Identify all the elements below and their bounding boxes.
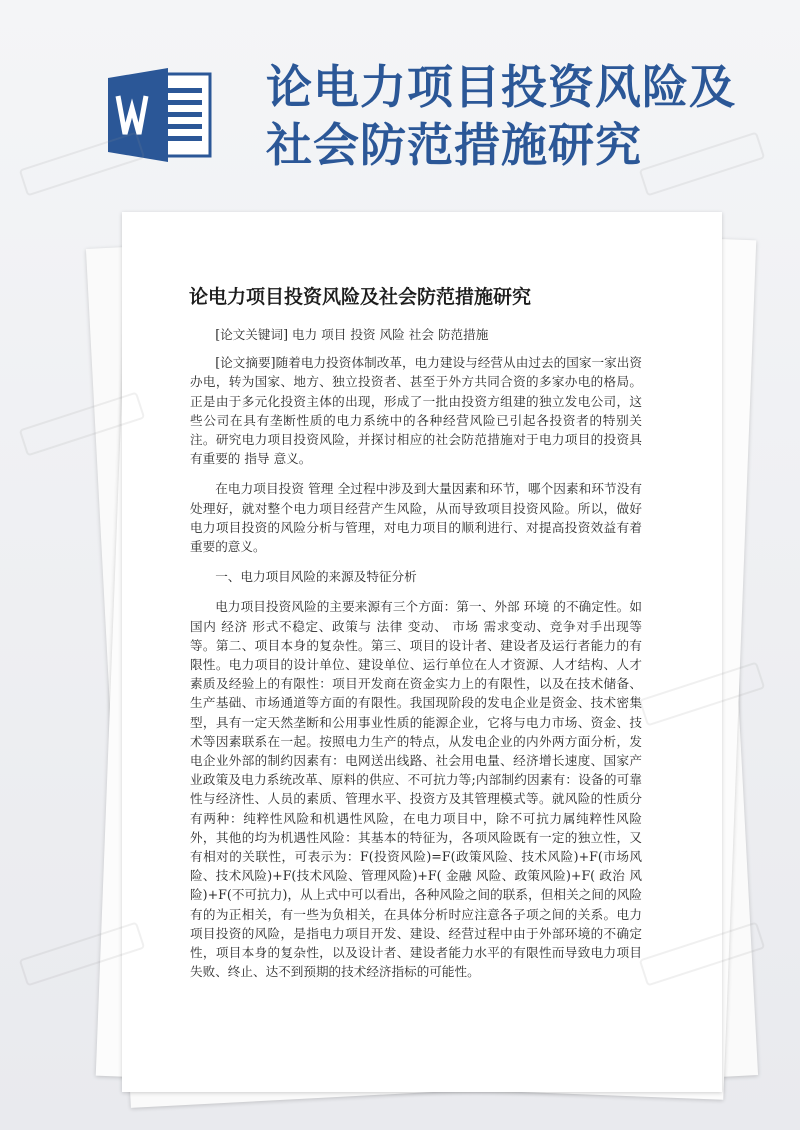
abstract-paragraph: [论文摘要]随着电力投资体制改革，电力建设与经营从由过去的国家一家出资办电，转为国家、地方、独立投资者、甚至于外方共同合资的多家办电的格局。正是由于多元化投资主体的出现，形成了一批由投资方组建的独立发电公司，这些公司在具有垄断性质的电力系统中的各种经营风险已引起各投资者的特别关注。研究电力项目投资风险，并探讨相应的社会防范措施对于电力项目的投资具有重要的 指导 意义。 bbox=[190, 355, 642, 467]
section-heading: 一、电力项目风险的来源及特征分析 bbox=[215, 569, 417, 585]
header-title bbox=[266, 58, 786, 174]
section-body-paragraph: 电力项目投资风险的主要来源有三个方面：第一、外部 环境 的不确定性。如国内 经济 形式不稳定、政策与 法律 变动、 市场 需求变动、竞争对手出现等等。第二、项目本身的复杂性。第三、项目的设计者、建设者及运行者能力的有限性。电力项目的设计单位、建设单位、运行单位在人才资源、人才结构、人才素质及经验上的有限性：项目开发商在资金实力上的有限性，以及在技术储备、生产基础、市场通道等方面的有限性。我国现阶段的发电企业是资金、技术密集型，具有一定天然垄断和公用事业性质的能源企业，它将与电力市场、资金、技术等因素联系在一起。按照电力生产的特点，从发电企业的内外两方面分析，发电企业外部的制约因素有：电网送出线路、社会用电量、经济增长速度、国家产业政策及电力系统改革、原料的供应、不可抗力等;内部制约因素有：设备的可靠性与经济性、人员的素质、管理水平、投资方及其管理模式等。就风险的性质分有两种：纯粹性风险和机遇性风险，在电力项目中，除不可抗力属纯粹性风险外，其他的均为机遇性风险：其基本的特征为，各项风险既有一定的独立性，又有相对的关联性，可表示为：F(投资风险)=F(政策风险、技术风险)+F(市场风险、技术风险)+F(技术风险、管理风险)+F( 金融 风险、政策风险)+F( 政治 风险)+F(不可抗力)，从上式中可以看出，各种风险之间的联系，但相关之间的风险有的为正相关，有一些为负相关，在具体分析时应注意各子项之间的关系。电力项目投资的风险，是指电力项目开发、建设、经营过程中由于外部环境的不确定性，项目本身的复杂性，以及设计者、建设者能力水平的有限性而导致电力项目失败、终止、达不到预期的技术经济指标的可能性。 bbox=[190, 599, 642, 980]
header-title-line-2: 社会防范措施研究 bbox=[266, 118, 642, 172]
keywords-paragraph: [论文关键词] 电力 项目 投资 风险 社会 防范措施 bbox=[215, 327, 489, 342]
document-title: 论电力项目投资风险及社会防范措施研究 bbox=[189, 286, 532, 308]
word-document-icon bbox=[108, 68, 212, 162]
document-body bbox=[190, 325, 642, 992]
intro-paragraph: 在电力项目投资 管理 全过程中涉及到大量因素和环节，哪个因素和环节没有处理好，就对整个电力项目经营产生风险，从而导致项目投资风险。所以，做好电力项目投资的风险分析与管理，对电力项目的顺利进行、对提高投资效益有着重要的意义。 bbox=[190, 481, 642, 555]
header-title-line-1: 论电力项目投资风险及 bbox=[266, 60, 736, 114]
